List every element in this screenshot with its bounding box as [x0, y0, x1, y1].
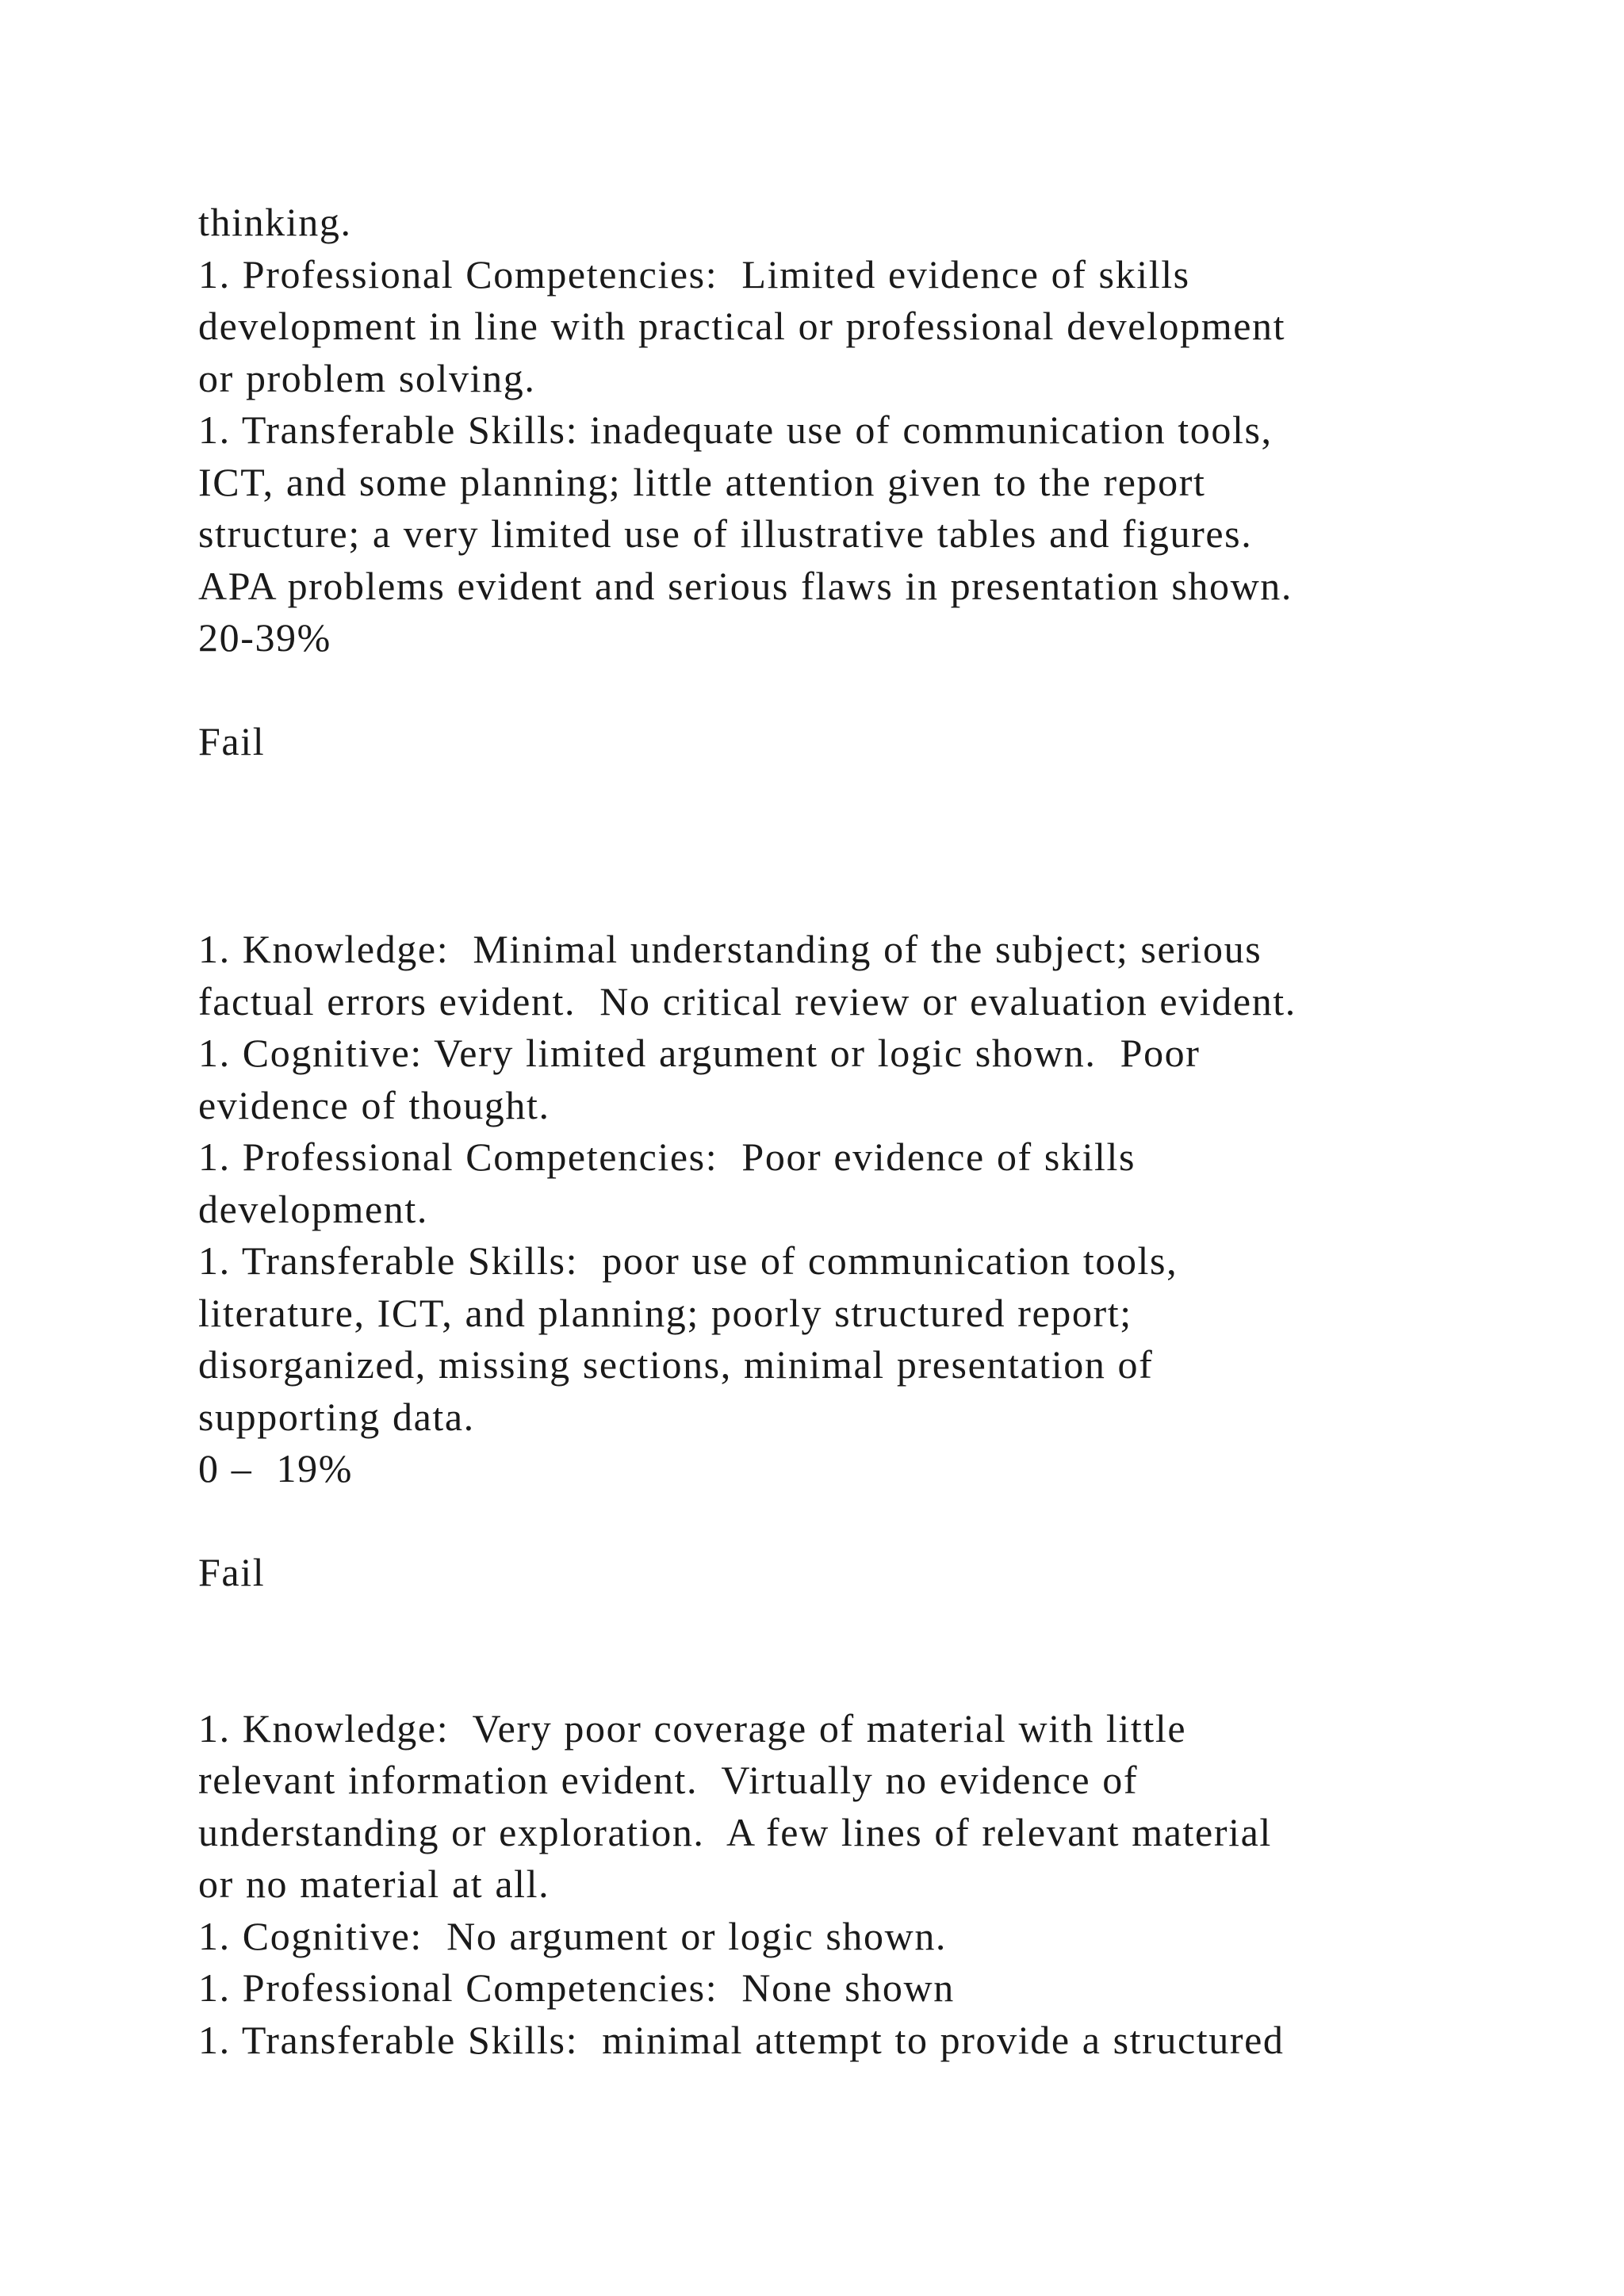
text-line: supporting data.	[198, 1394, 475, 1439]
blank-line	[198, 664, 1546, 717]
blank-line	[198, 768, 1546, 821]
text-line: thinking.	[198, 200, 352, 244]
text-line: relevant information evident. Virtually no evidence of	[198, 1758, 1139, 1802]
text-line: development in line with practical or professional development	[198, 304, 1286, 348]
text-line: or no material at all.	[198, 1862, 550, 1906]
text-line: literature, ICT, and planning; poorly structured report;	[198, 1290, 1132, 1335]
text-line: evidence of thought.	[198, 1082, 550, 1127]
text-line: 1. Knowledge: Very poor coverage of material with little	[198, 1705, 1187, 1751]
text-line: 1. Cognitive: Very limited argument or logic shown. Poor	[198, 1031, 1201, 1075]
text-line: 1. Professional Competencies: None shown	[198, 1965, 955, 2010]
text-line: APA problems evident and serious flaws in presentation shown.	[198, 563, 1293, 608]
text-line: or problem solving.	[198, 355, 536, 400]
text-line: structure; a very limited use of illustrative tables and figures.	[198, 511, 1253, 556]
blank-line	[198, 820, 1546, 872]
grade-label: Fail	[198, 1550, 266, 1594]
grade-range: 20-39%	[198, 615, 331, 660]
text-line: factual errors evident. No critical review or evaluation evident.	[198, 978, 1297, 1024]
blank-line	[198, 872, 1546, 924]
text-line: ICT, and some planning; little attention given to the report	[198, 459, 1206, 504]
grade-range: 0 – 19%	[198, 1446, 353, 1490]
text-line: understanding or exploration. A few lines of relevant material	[198, 1809, 1272, 1854]
document-body	[198, 197, 1546, 2066]
text-line: 1. Knowledge: Minimal understanding of the subject; serious	[198, 927, 1262, 971]
text-line: 1. Professional Competencies: Limited evidence of skills	[198, 251, 1190, 297]
text-line: 1. Professional Competencies: Poor evidence of skills	[198, 1135, 1136, 1179]
text-line: 1. Transferable Skills: minimal attempt to provide a structured	[198, 2017, 1285, 2062]
blank-line	[198, 1651, 1546, 1703]
text-line: 1. Cognitive: No argument or logic shown.	[198, 1913, 948, 1958]
grade-label: Fail	[198, 719, 266, 763]
text-line: 1. Transferable Skills: inadequate use of communication tools,	[198, 408, 1273, 452]
text-line: 1. Transferable Skills: poor use of communication tools,	[198, 1238, 1178, 1283]
blank-line	[198, 1599, 1546, 1651]
blank-line	[198, 1495, 1546, 1548]
text-line: disorganized, missing sections, minimal presentation of	[198, 1342, 1154, 1387]
text-line: development.	[198, 1186, 428, 1231]
